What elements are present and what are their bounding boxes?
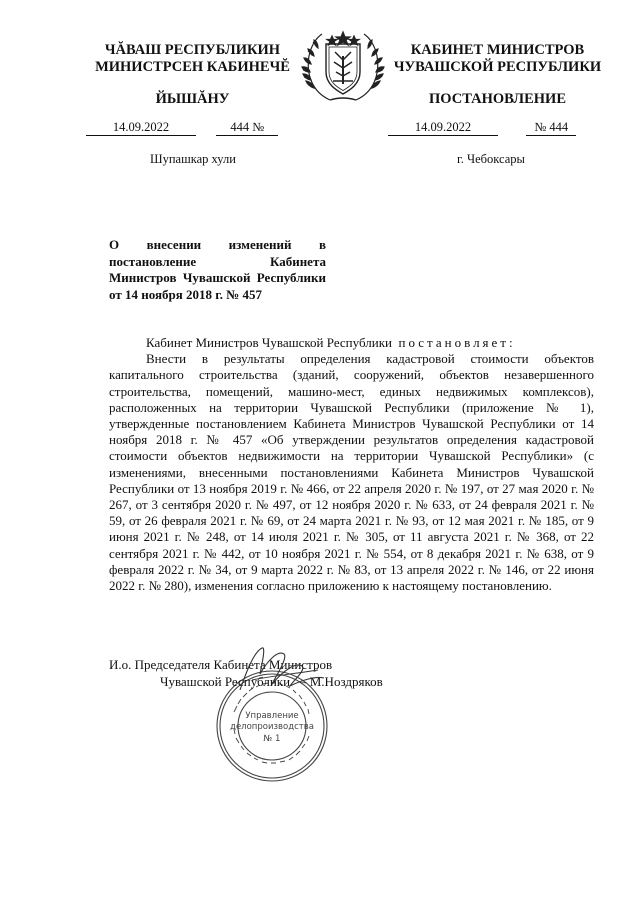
left-date: 14.09.2022 — [86, 120, 196, 136]
document-subject: О внесении изменений в постановление Кабинета Министров Чувашской Республики от 14 ноября 2018 г. № 457 — [109, 237, 326, 302]
left-org-title-line2: МИНИСТРСЕН КАБИНЕЧĔ — [95, 59, 290, 75]
stamp-line-3: № 1 — [263, 734, 281, 744]
right-city: г. Чебоксары — [457, 152, 525, 166]
left-org-title — [85, 42, 300, 76]
left-doc-type: ЙЫШĂНУ — [155, 91, 230, 107]
right-number: № 444 — [526, 120, 576, 136]
signature-title-line1: И.о. Председателя Кабинета Министров — [109, 657, 333, 672]
left-date-number-row — [86, 120, 278, 136]
preamble — [109, 335, 594, 351]
right-org-title — [390, 42, 605, 76]
stamp-line-1: Управление — [245, 711, 299, 721]
right-date-number-row — [388, 120, 576, 136]
signatory-name: – М.Ноздряков — [300, 674, 383, 689]
left-number: 444 № — [216, 120, 278, 136]
preamble-verb: постановляет: — [398, 335, 516, 350]
right-org-title-line1: КАБИНЕТ МИНИСТРОВ — [410, 42, 585, 58]
right-doc-type: ПОСТАНОВЛЕНИЕ — [428, 91, 566, 107]
document-body — [109, 335, 594, 594]
stamp-line-2: делопроизводства — [230, 722, 314, 732]
signature-title-line2: Чувашской Республики — [160, 674, 291, 689]
preamble-start: Кабинет Министров Чувашской Республики — [146, 335, 392, 350]
handwritten-signature — [232, 640, 332, 700]
right-date: 14.09.2022 — [388, 120, 498, 136]
left-city: Шупашкар хули — [150, 152, 236, 166]
right-org-title-line2: ЧУВАШСКОЙ РЕСПУБЛИКИ — [393, 59, 602, 75]
coat-of-arms-icon — [300, 26, 386, 106]
left-org-title-line1: ЧĂВАШ РЕСПУБЛИКИН — [104, 42, 281, 58]
body-paragraph: Внести в результаты определения кадастровой стоимости объектов капитального строительства (зданий, сооружений, объектов незавершенного строительства, помещений, машино-мест, единых недвижимых комплексов), расположенных на территории Чувашской Республики (приложение № 1), утвержденные постановлением Кабинета Министров Чувашской Республики от 14 ноября 2018 г. № 457 «Об утверждении результатов определения кадастровой стоимости объектов недвижимости на территории Чувашской Республики» (с изменениями, внесенными постановлениями Кабинета Министров Чувашской Республики от 13 ноября 2019 г. № 466, от 22 апреля 2020 г. № 197, от 27 мая 2020 г. № 267, от 3 сентября 2020 г. № 497, от 12 ноября 2020 г. № 633, от 24 февраля 2021 г. № 59, от 26 февраля 2021 г. № 69, от 24 марта 2021 г. № 93, от 12 мая 2021 г. № 185, от 9 июня 2021 г. № 248, от 14 июля 2021 г. № 305, от 11 августа 2021 г. № 368, от 22 сентября 2021 г. № 442, от 10 ноября 2021 г. № 554, от 8 декабря 2021 г. № 638, от 9 февраля 2022 г. № 34, от 9 марта 2022 г. № 83, от 13 апреля 2022 г. № 146, от 22 июня 2022 г. № 280), изменения согласно приложению к настоящему постановлению. — [109, 351, 594, 594]
